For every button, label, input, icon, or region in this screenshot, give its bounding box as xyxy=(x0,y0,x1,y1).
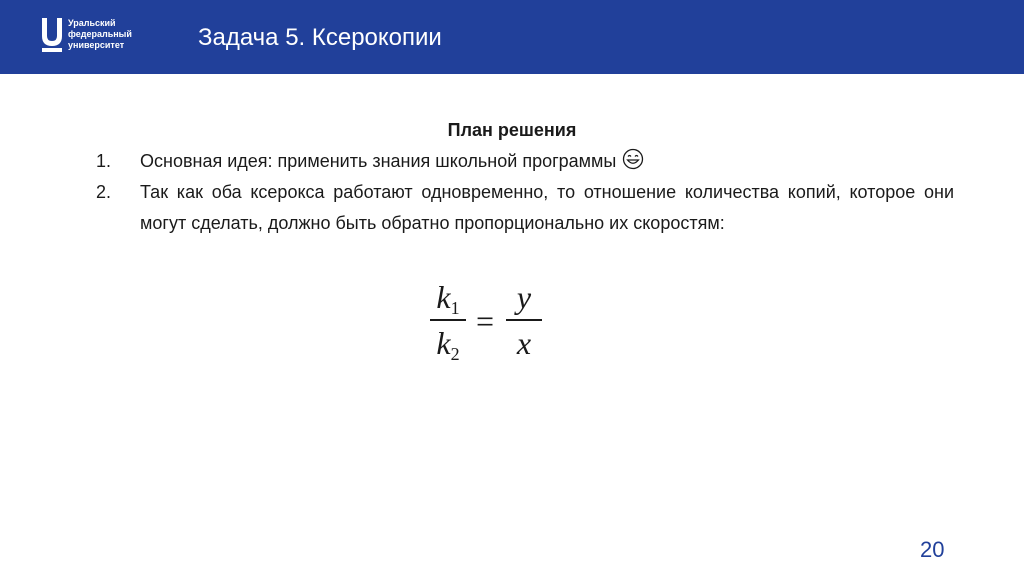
fraction-bar xyxy=(506,319,542,321)
fraction-bar xyxy=(430,319,466,321)
left-denominator-var: k xyxy=(436,325,451,361)
plan-heading: План решения xyxy=(447,120,577,140)
proportion-formula xyxy=(424,278,544,362)
university-logo xyxy=(40,16,155,54)
list-item-text: Так как оба ксерокса работают одновременно, то отношение количества копий, которое они могут сделать, должно быть обратно пропорционально их скоростям: xyxy=(140,182,954,233)
left-numerator-var: k xyxy=(436,279,451,315)
smiley-icon xyxy=(622,148,644,170)
list-item-text-content: Основная идея: применить знания школьной программы xyxy=(140,151,617,171)
slide-title: Задача 5. Ксерокопии xyxy=(198,24,442,51)
left-denominator-sub: 2 xyxy=(450,344,460,364)
solution-list xyxy=(96,146,954,239)
urfu-logo-icon xyxy=(40,16,64,54)
list-item-text xyxy=(140,146,954,177)
header-bar xyxy=(0,0,1024,74)
left-numerator-sub: 1 xyxy=(450,298,460,318)
left-denominator xyxy=(430,324,466,373)
right-denominator: x xyxy=(516,325,532,361)
logo-line-3: университет xyxy=(68,40,125,50)
equals-sign: = xyxy=(475,303,495,339)
page-number: 20 xyxy=(920,537,945,562)
left-fraction xyxy=(430,278,466,362)
right-numerator: y xyxy=(516,279,532,315)
list-item xyxy=(96,146,954,177)
logo-text xyxy=(68,18,132,51)
logo-line-2: федеральный xyxy=(68,29,132,39)
list-item-number: 2. xyxy=(96,182,112,202)
logo-line-1: Уральский xyxy=(68,18,116,28)
right-fraction xyxy=(506,278,542,362)
list-item xyxy=(96,177,954,239)
list-item-number: 1. xyxy=(96,151,112,171)
